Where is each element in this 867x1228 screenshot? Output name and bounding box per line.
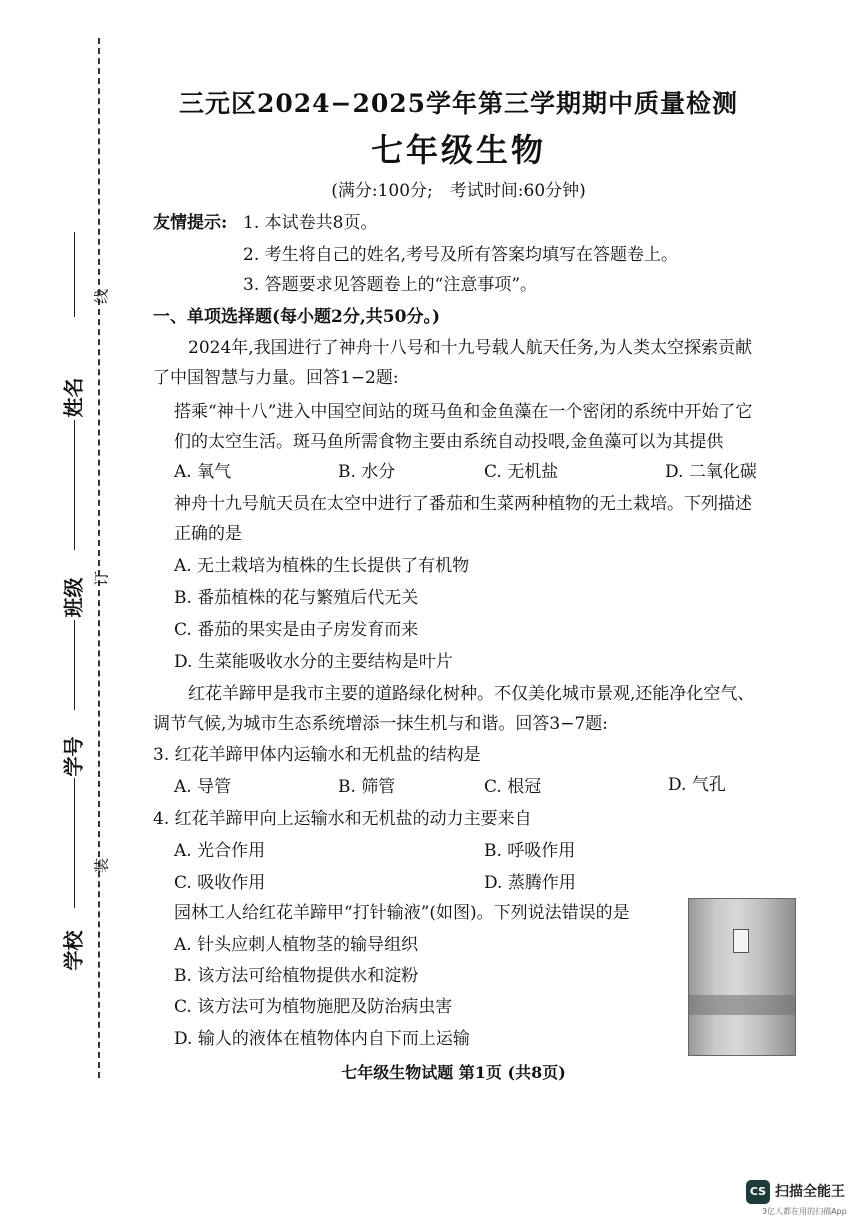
option: C. 该方法可为植物施肥及防治病虫害 [174, 997, 453, 1017]
notice-label: 友情提示: [153, 213, 228, 233]
camscanner-logo-icon: CS [746, 1180, 770, 1204]
school-label: 学校 [61, 930, 86, 971]
option: A. 针头应刺人植物茎的输导组织 [174, 935, 419, 955]
fold-mark: 装 [92, 858, 111, 874]
section-heading: 一、单项选择题(每小题2分,共50分。) [153, 307, 440, 327]
option: C. 吸收作用 [174, 873, 266, 893]
option: D. 二氧化碳 [665, 462, 757, 482]
option: C. 无机盐 [484, 462, 559, 482]
line-mark: 线 [92, 289, 111, 305]
option: C. 根冠 [484, 777, 542, 797]
question-1-stem: 搭乘“神十八”进入中国空间站的斑马鱼和金鱼藻在一个密闭的系统中开始了它 [174, 402, 753, 422]
option: B. 呼吸作用 [484, 841, 576, 861]
photo-shadow-band [689, 995, 795, 1015]
score-time: (满分:100分; 考试时间:60分钟) [331, 181, 586, 201]
exam-title: 三元区2024−2025学年第三学期期中质量检测 [178, 89, 739, 118]
question-2-stem: 正确的是 [174, 524, 242, 544]
bind-mark: 订 [92, 571, 111, 587]
question-4-stem: 4. 红花羊蹄甲向上运输水和无机盐的动力主要来自 [153, 809, 532, 829]
watermark-name: 扫描全能王 [775, 1184, 845, 1200]
question-5-stem: 园林工人给红花羊蹄甲“打针输液”(如图)。下列说法错误的是 [174, 903, 630, 923]
intro-text: 调节气候,为城市生态系统增添一抹生机与和谐。回答3−7题: [153, 714, 609, 734]
intro-text: 了中国智慧与力量。回答1−2题: [153, 368, 399, 388]
option: A. 光合作用 [174, 841, 266, 861]
notice-item: 3. 答题要求见答题卷上的“注意事项”。 [243, 275, 538, 295]
option: B. 水分 [338, 462, 396, 482]
option: D. 生菜能吸收水分的主要结构是叶片 [174, 652, 453, 672]
option: A. 氧气 [174, 462, 232, 482]
intro-text: 红花羊蹄甲是我市主要的道路绿化树种。不仅美化城市景观,还能净化空气、 [188, 684, 755, 704]
option: B. 番茄植株的花与繁殖后代无关 [174, 588, 419, 608]
tree-infusion-photo [688, 898, 796, 1056]
option: A. 导管 [174, 777, 232, 797]
option: C. 番茄的果实是由子房发育而来 [174, 620, 419, 640]
option: D. 蒸腾作用 [484, 873, 576, 893]
question-2-stem: 神舟十九号航天员在太空中进行了番茄和生菜两种植物的无土栽培。下列描述 [174, 494, 752, 514]
watermark-subtitle: 3亿人都在用的扫描App [762, 1207, 847, 1216]
option: B. 该方法可给植物提供水和淀粉 [174, 966, 419, 986]
subject-title: 七年级生物 [370, 131, 546, 169]
class-label: 班级 [61, 577, 86, 618]
option: B. 筛管 [338, 777, 396, 797]
school-fill-line [74, 778, 75, 908]
class-fill-line [74, 420, 75, 550]
name-fill-line [74, 232, 75, 317]
name-label: 姓名 [61, 377, 86, 418]
page-footer: 七年级生物试题 第1页 (共8页) [341, 1063, 566, 1082]
intro-text: 2024年,我国进行了神舟十八号和十九号载人航天任务,为人类太空探索贡献 [188, 338, 753, 358]
question-3-stem: 3. 红花羊蹄甲体内运输水和无机盐的结构是 [153, 745, 481, 765]
option: D. 气孔 [668, 775, 726, 795]
infusion-bag-icon [733, 929, 749, 953]
option: A. 无土栽培为植株的生长提供了有机物 [174, 556, 470, 576]
student-id-label: 学号 [61, 736, 86, 777]
notice-item: 1. 本试卷共8页。 [243, 213, 378, 233]
question-1-stem: 们的太空生活。斑马鱼所需食物主要由系统自动投喂,金鱼藻可以为其提供 [174, 432, 724, 452]
notice-item: 2. 考生将自己的姓名,考号及所有答案均填写在答题卷上。 [243, 245, 679, 265]
option: D. 输人的液体在植物体内自下而上运输 [174, 1029, 470, 1049]
student-id-fill-line [74, 620, 75, 710]
